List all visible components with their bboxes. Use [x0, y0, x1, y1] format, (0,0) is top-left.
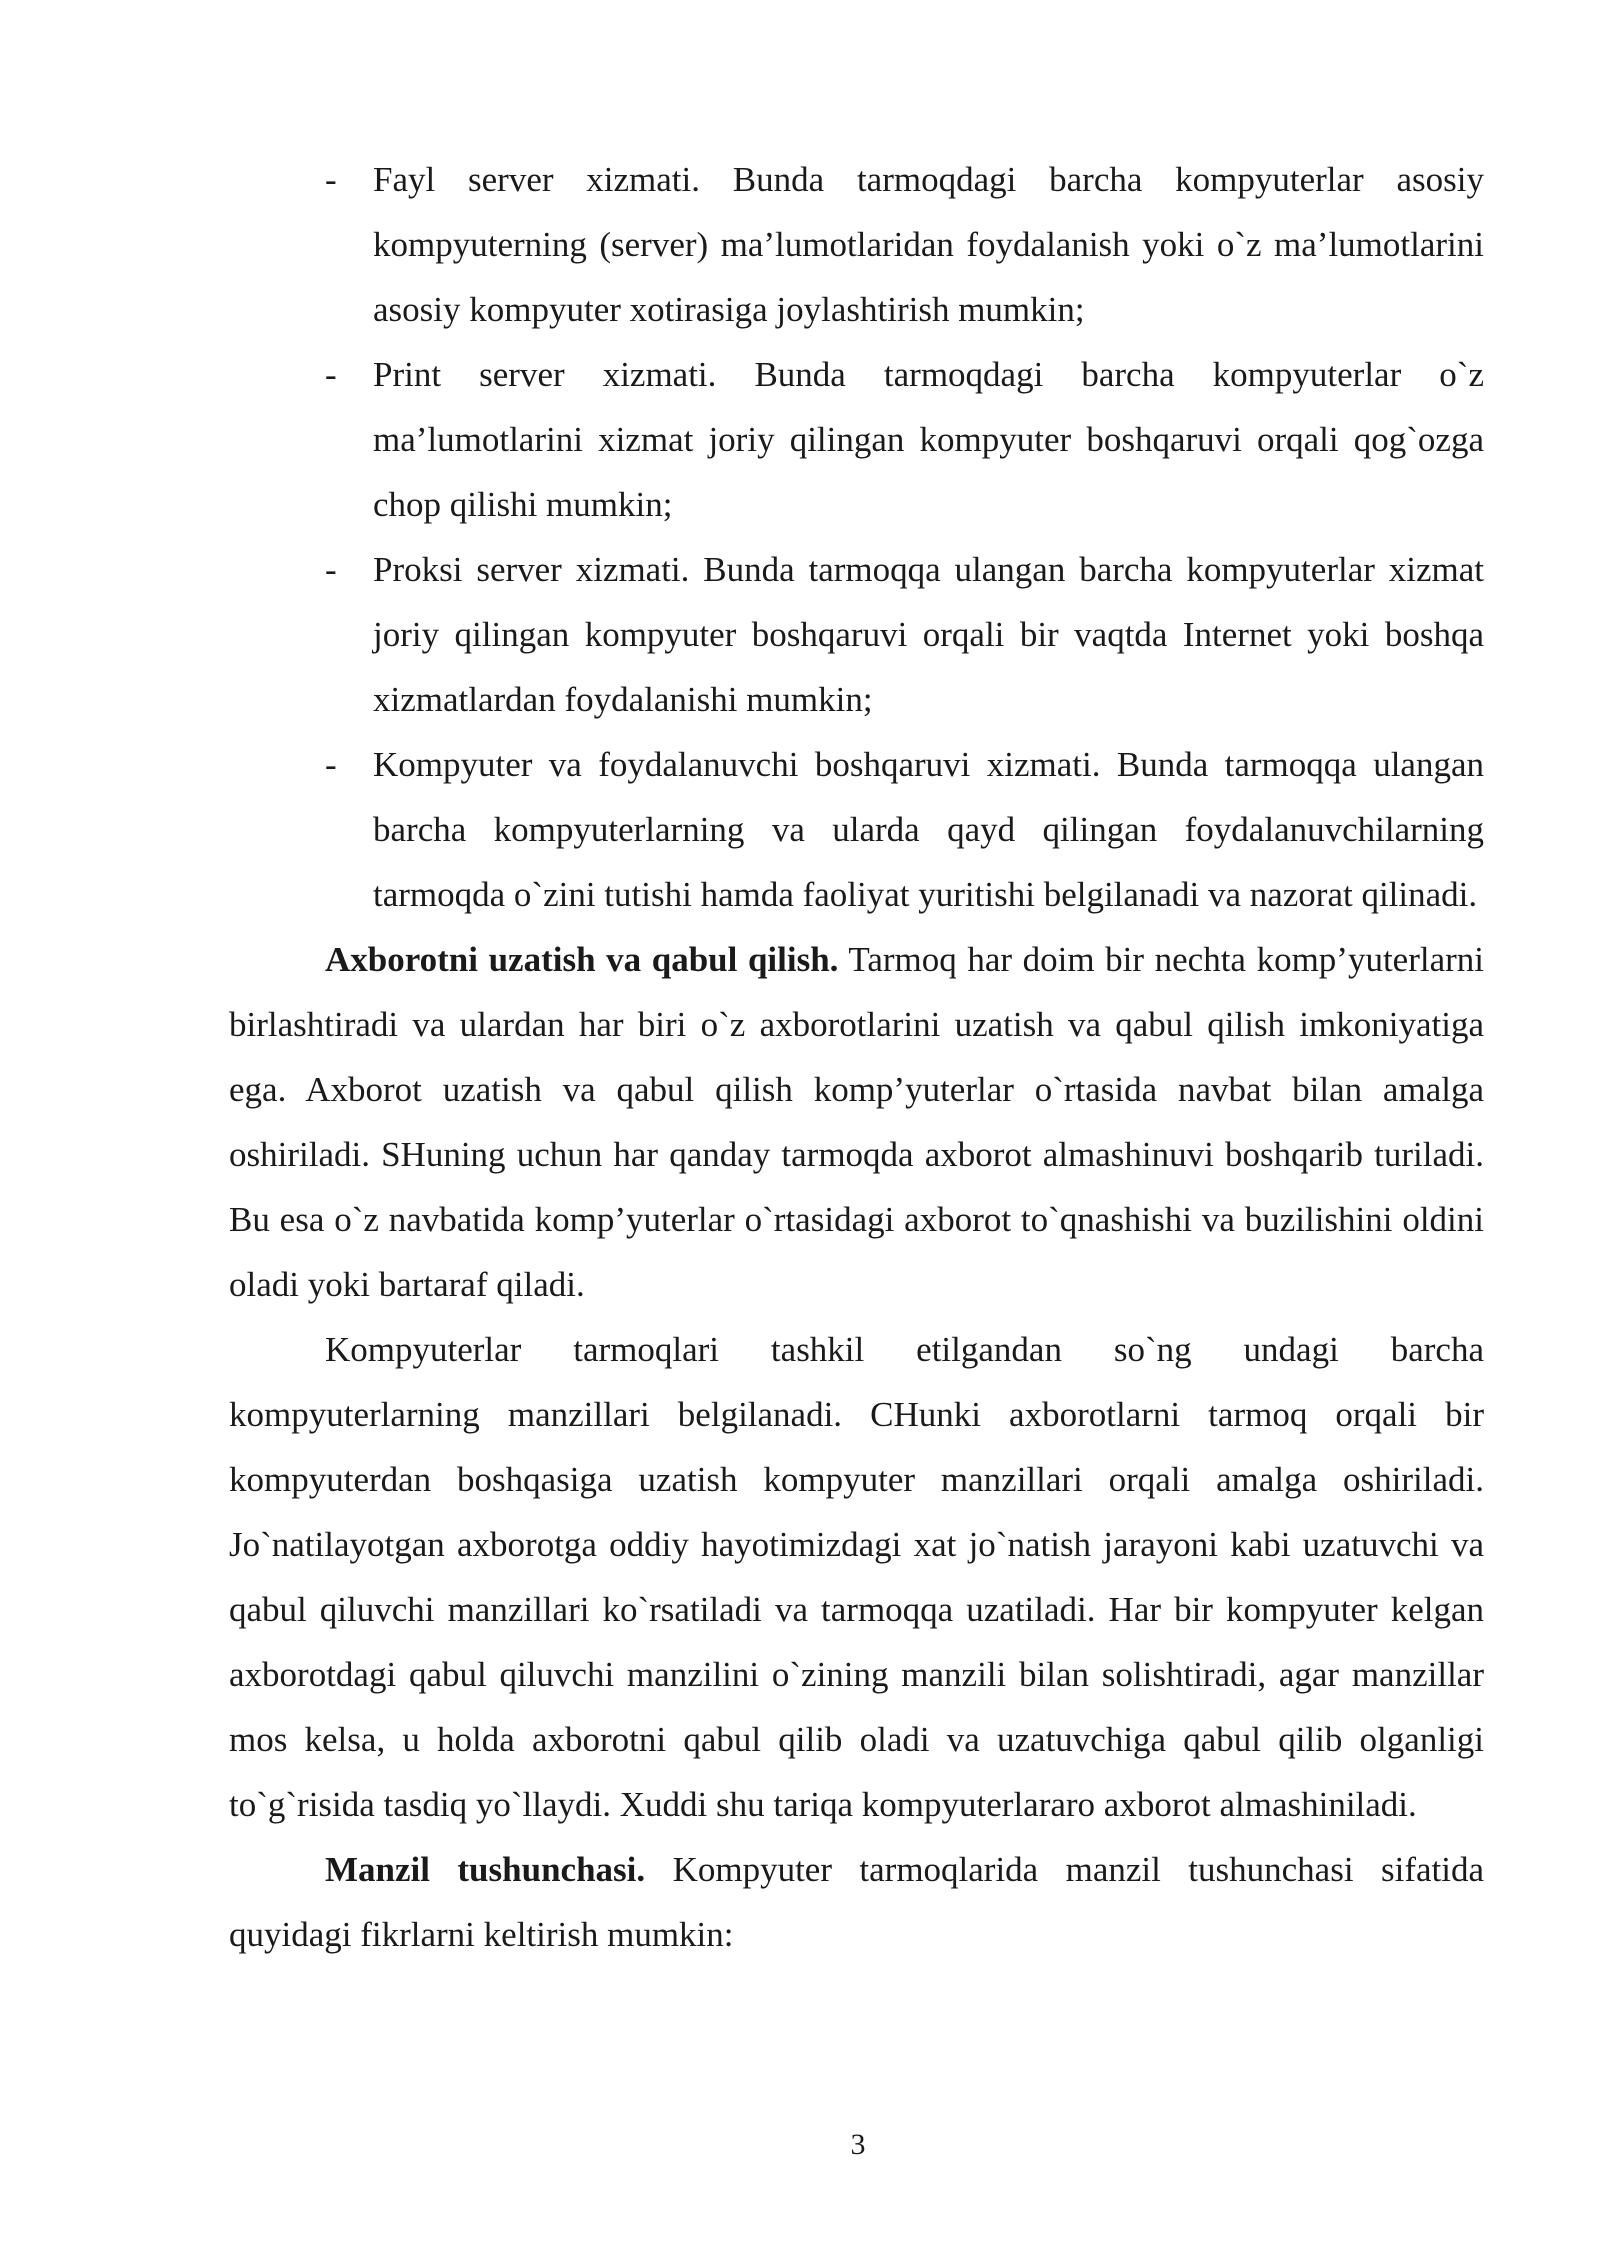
page-body — [229, 147, 1484, 1967]
list-item — [229, 147, 1484, 342]
list-item-text: Fayl server xizmati. Bunda tarmoqdagi barcha kompyuterlar asosiy kompyuterning (server) ma’lumotlaridan foydalanish yoki o`z ma’lumotlarini asosiy kompyuter xotirasiga joylashtirish mumkin; — [373, 160, 1484, 329]
paragraph-axborot-uzatish — [229, 927, 1484, 1317]
bullet-marker: - — [325, 550, 337, 589]
list-item-text: Print server xizmati. Bunda tarmoqdagi barcha kompyuterlar o`z ma’lumotlarini xizmat joriy qilingan kompyuter boshqaruvi orqali qog`ozga chop qilishi mumkin; — [373, 355, 1484, 524]
paragraph-heading: Axborotni uzatish va qabul qilish. — [325, 940, 839, 979]
list-item — [229, 732, 1484, 927]
bullet-marker: - — [325, 355, 337, 394]
paragraph-manzillar — [229, 1317, 1484, 1837]
paragraph-text: Kompyuter tarmoqlarida manzil tushunchasi sifatida quyidagi fikrlarni keltirish mumkin: — [229, 1850, 1484, 1954]
bullet-marker: - — [325, 745, 337, 784]
bullet-marker: - — [325, 160, 337, 199]
list-item — [229, 537, 1484, 732]
paragraph-heading: Manzil tushunchasi. — [325, 1850, 646, 1889]
paragraph-manzil-tushunchasi — [229, 1837, 1484, 1967]
paragraph-text: Tarmoq har doim bir nechta komp’yuterlarni birlashtiradi va ulardan har biri o`z axborotlarini uzatish va qabul qilish imkoniyatiga ega. Axborot uzatish va qabul qilish komp’yuterlar o`rtasida navbat bilan amalga oshiriladi. SHuning uchun har qanday tarmoqda axborot almashinuvi boshqarib turiladi. Bu esa o`z navbatida komp’yuterlar o`rtasidagi axborot to`qnashishi va buzilishini oldini oladi yoki bartaraf qiladi. — [229, 940, 1484, 1304]
page-number: 3 — [850, 2128, 866, 2161]
list-item-text: Kompyuter va foydalanuvchi boshqaruvi xizmati. Bunda tarmoqqa ulangan barcha kompyuterlarning va ularda qayd qilingan foydalanuvchilarning tarmoqda o`zini tutishi hamda faoliyat yuritishi belgilanadi va nazorat qilinadi. — [373, 745, 1484, 914]
list-item — [229, 342, 1484, 537]
list-item-text: Proksi server xizmati. Bunda tarmoqqa ulangan barcha kompyuterlar xizmat joriy qilingan kompyuter boshqaruvi orqali bir vaqtda Internet yoki boshqa xizmatlardan foydalanishi mumkin; — [373, 550, 1484, 719]
paragraph-text: Kompyuterlar tarmoqlari tashkil etilgandan so`ng undagi barcha kompyuterlarning manzillari belgilanadi. CHunki axborotlarni tarmoq orqali bir kompyuterdan boshqasiga uzatish kompyuter manzillari orqali amalga oshiriladi. Jo`natilayotgan axborotga oddiy hayotimizdagi xat jo`natish jarayoni kabi uzatuvchi va qabul qiluvchi manzillari ko`rsatiladi va tarmoqqa uzatiladi. Har bir kompyuter kelgan axborotdagi qabul qiluvchi manzilini o`zining manzili bilan solishtiradi, agar manzillar mos kelsa, u holda axborotni qabul qilib oladi va uzatuvchiga qabul qilib olganligi to`g`risida tasdiq yo`llaydi. Xuddi shu tariqa kompyuterlararo axborot almashiniladi. — [229, 1330, 1484, 1824]
